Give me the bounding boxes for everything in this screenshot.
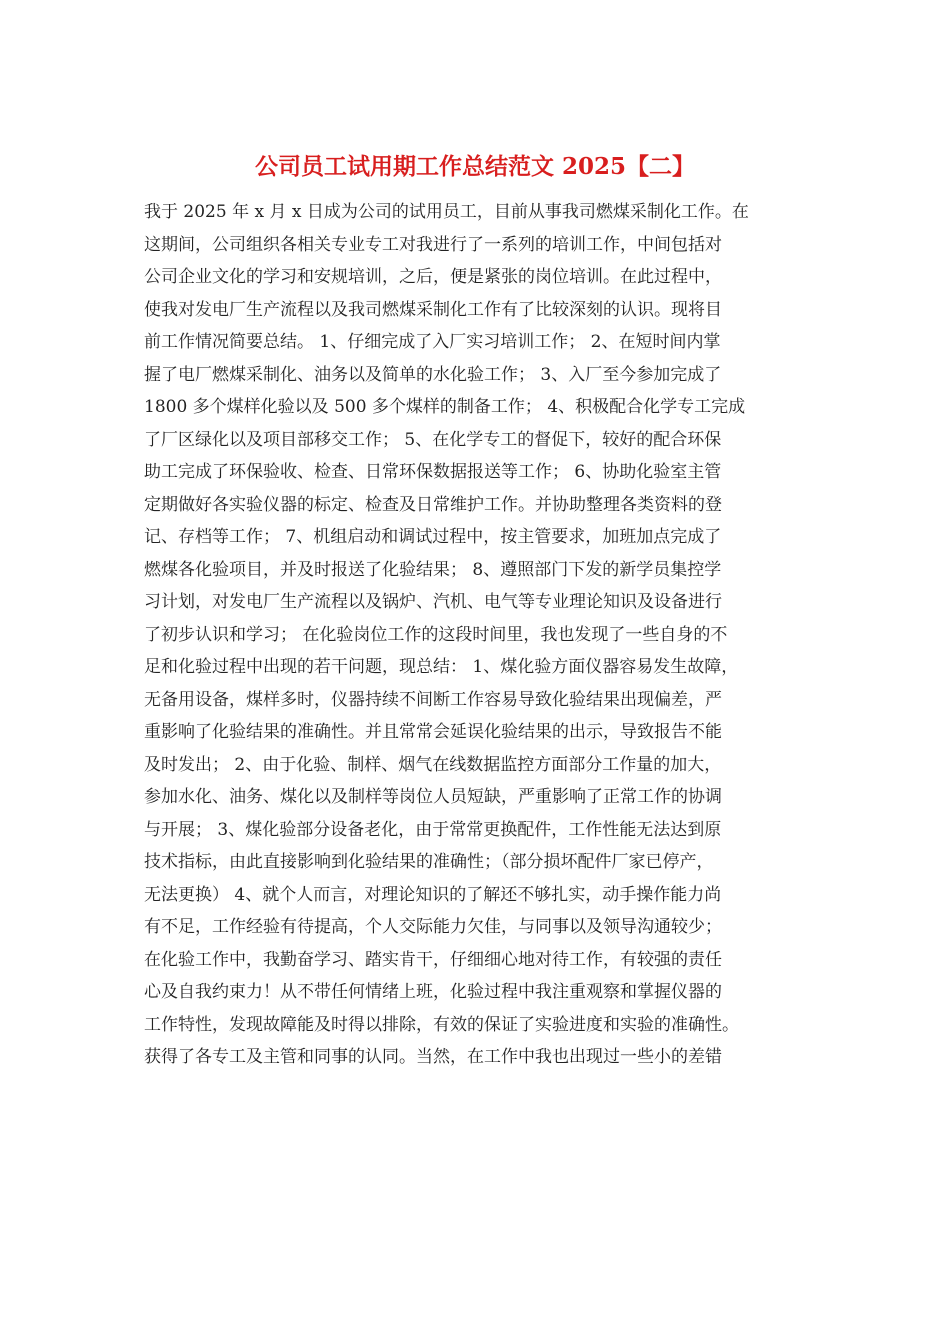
body-text-line: 握了电厂燃煤采制化、油务以及简单的水化验工作； 3、入厂至今参加完成了	[144, 364, 722, 385]
body-text-line: 心及自我约束力！从不带任何情绪上班，化验过程中我注重观察和掌握仪器的	[144, 982, 722, 1002]
body-text-line: 有不足，工作经验有待提高，个人交际能力欠佳，与同事以及领导沟通较少；	[144, 917, 722, 937]
body-text-line: 习计划，对发电厂生产流程以及锅炉、汽机、电气等专业理论知识及设备进行	[144, 592, 722, 612]
body-text-line: 参加水化、油务、煤化以及制样等岗位人员短缺，严重影响了正常工作的协调	[144, 787, 722, 807]
body-text-line: 定期做好各实验仪器的标定、检查及日常维护工作。并协助整理各类资料的登	[144, 494, 722, 515]
body-text-line: 技术指标，由此直接影响到化验结果的准确性；（部分损坏配件厂家已停产，	[144, 852, 714, 872]
body-text-line: 助工完成了环保验收、检查、日常环保数据报送等工作； 6、协助化验室主管	[144, 462, 722, 482]
body-text-line: 1800 多个煤样化验以及 500 多个煤样的制备工作； 4、积极配合化学专工完成	[144, 397, 746, 417]
body-text-line: 足和化验过程中出现的若干问题，现总结： 1、煤化验方面仪器容易发生故障，	[144, 657, 739, 677]
body-text-line: 重影响了化验结果的准确性。并且常常会延误化验结果的出示，导致报告不能	[144, 722, 722, 742]
body-text-line: 公司企业文化的学习和安规培训，之后，便是紧张的岗位培训。在此过程中，	[144, 267, 722, 287]
body-text-line: 前工作情况简要总结。 1、仔细完成了入厂实习培训工作； 2、在短时间内掌	[144, 332, 721, 352]
body-text-line: 无备用设备，煤样多时，仪器持续不间断工作容易导致化验结果出现偏差，严	[144, 689, 722, 710]
body-text-line: 使我对发电厂生产流程以及我司燃煤采制化工作有了比较深刻的认识。现将目	[144, 299, 722, 320]
body-text-line: 获得了各专工及主管和同事的认同。当然，在工作中我也出现过一些小的差错	[144, 1047, 722, 1067]
body-text-line: 无法更换） 4、就个人而言，对理论知识的了解还不够扎实，动手操作能力尚	[144, 884, 722, 905]
body-text-line: 了厂区绿化以及项目部移交工作； 5、在化学专工的督促下，较好的配合环保	[144, 429, 722, 450]
body-text-line: 记、存档等工作； 7、机组启动和调试过程中，按主管要求，加班加点完成了	[144, 527, 722, 547]
body-text-line: 这期间，公司组织各相关专业专工对我进行了一系列的培训工作，中间包括对	[144, 234, 722, 255]
body-text-line: 了初步认识和学习； 在化验岗位工作的这段时间里，我也发现了一些自身的不	[144, 624, 728, 645]
document-body	[144, 196, 824, 1074]
body-text-line: 工作特性，发现故障能及时得以排除，有效的保证了实验进度和实验的准确性。	[144, 1014, 739, 1035]
body-text-line: 及时发出； 2、由于化验、制样、烟气在线数据监控方面部分工作量的加大，	[144, 754, 722, 775]
body-text-line: 我于 2025 年 x 月 x 日成为公司的试用员工，目前从事我司燃煤采制化工作。在	[144, 202, 749, 222]
body-text-line: 燃煤各化验项目，并及时报送了化验结果； 8、遵照部门下发的新学员集控学	[144, 559, 722, 580]
body-text-line: 与开展； 3、煤化验部分设备老化，由于常常更换配件，工作性能无法达到原	[144, 819, 722, 840]
body-text-line: 在化验工作中，我勤奋学习、踏实肯干，仔细细心地对待工作，有较强的责任	[144, 949, 722, 970]
document-title: 公司员工试用期工作总结范文 2025【二】	[254, 153, 696, 180]
